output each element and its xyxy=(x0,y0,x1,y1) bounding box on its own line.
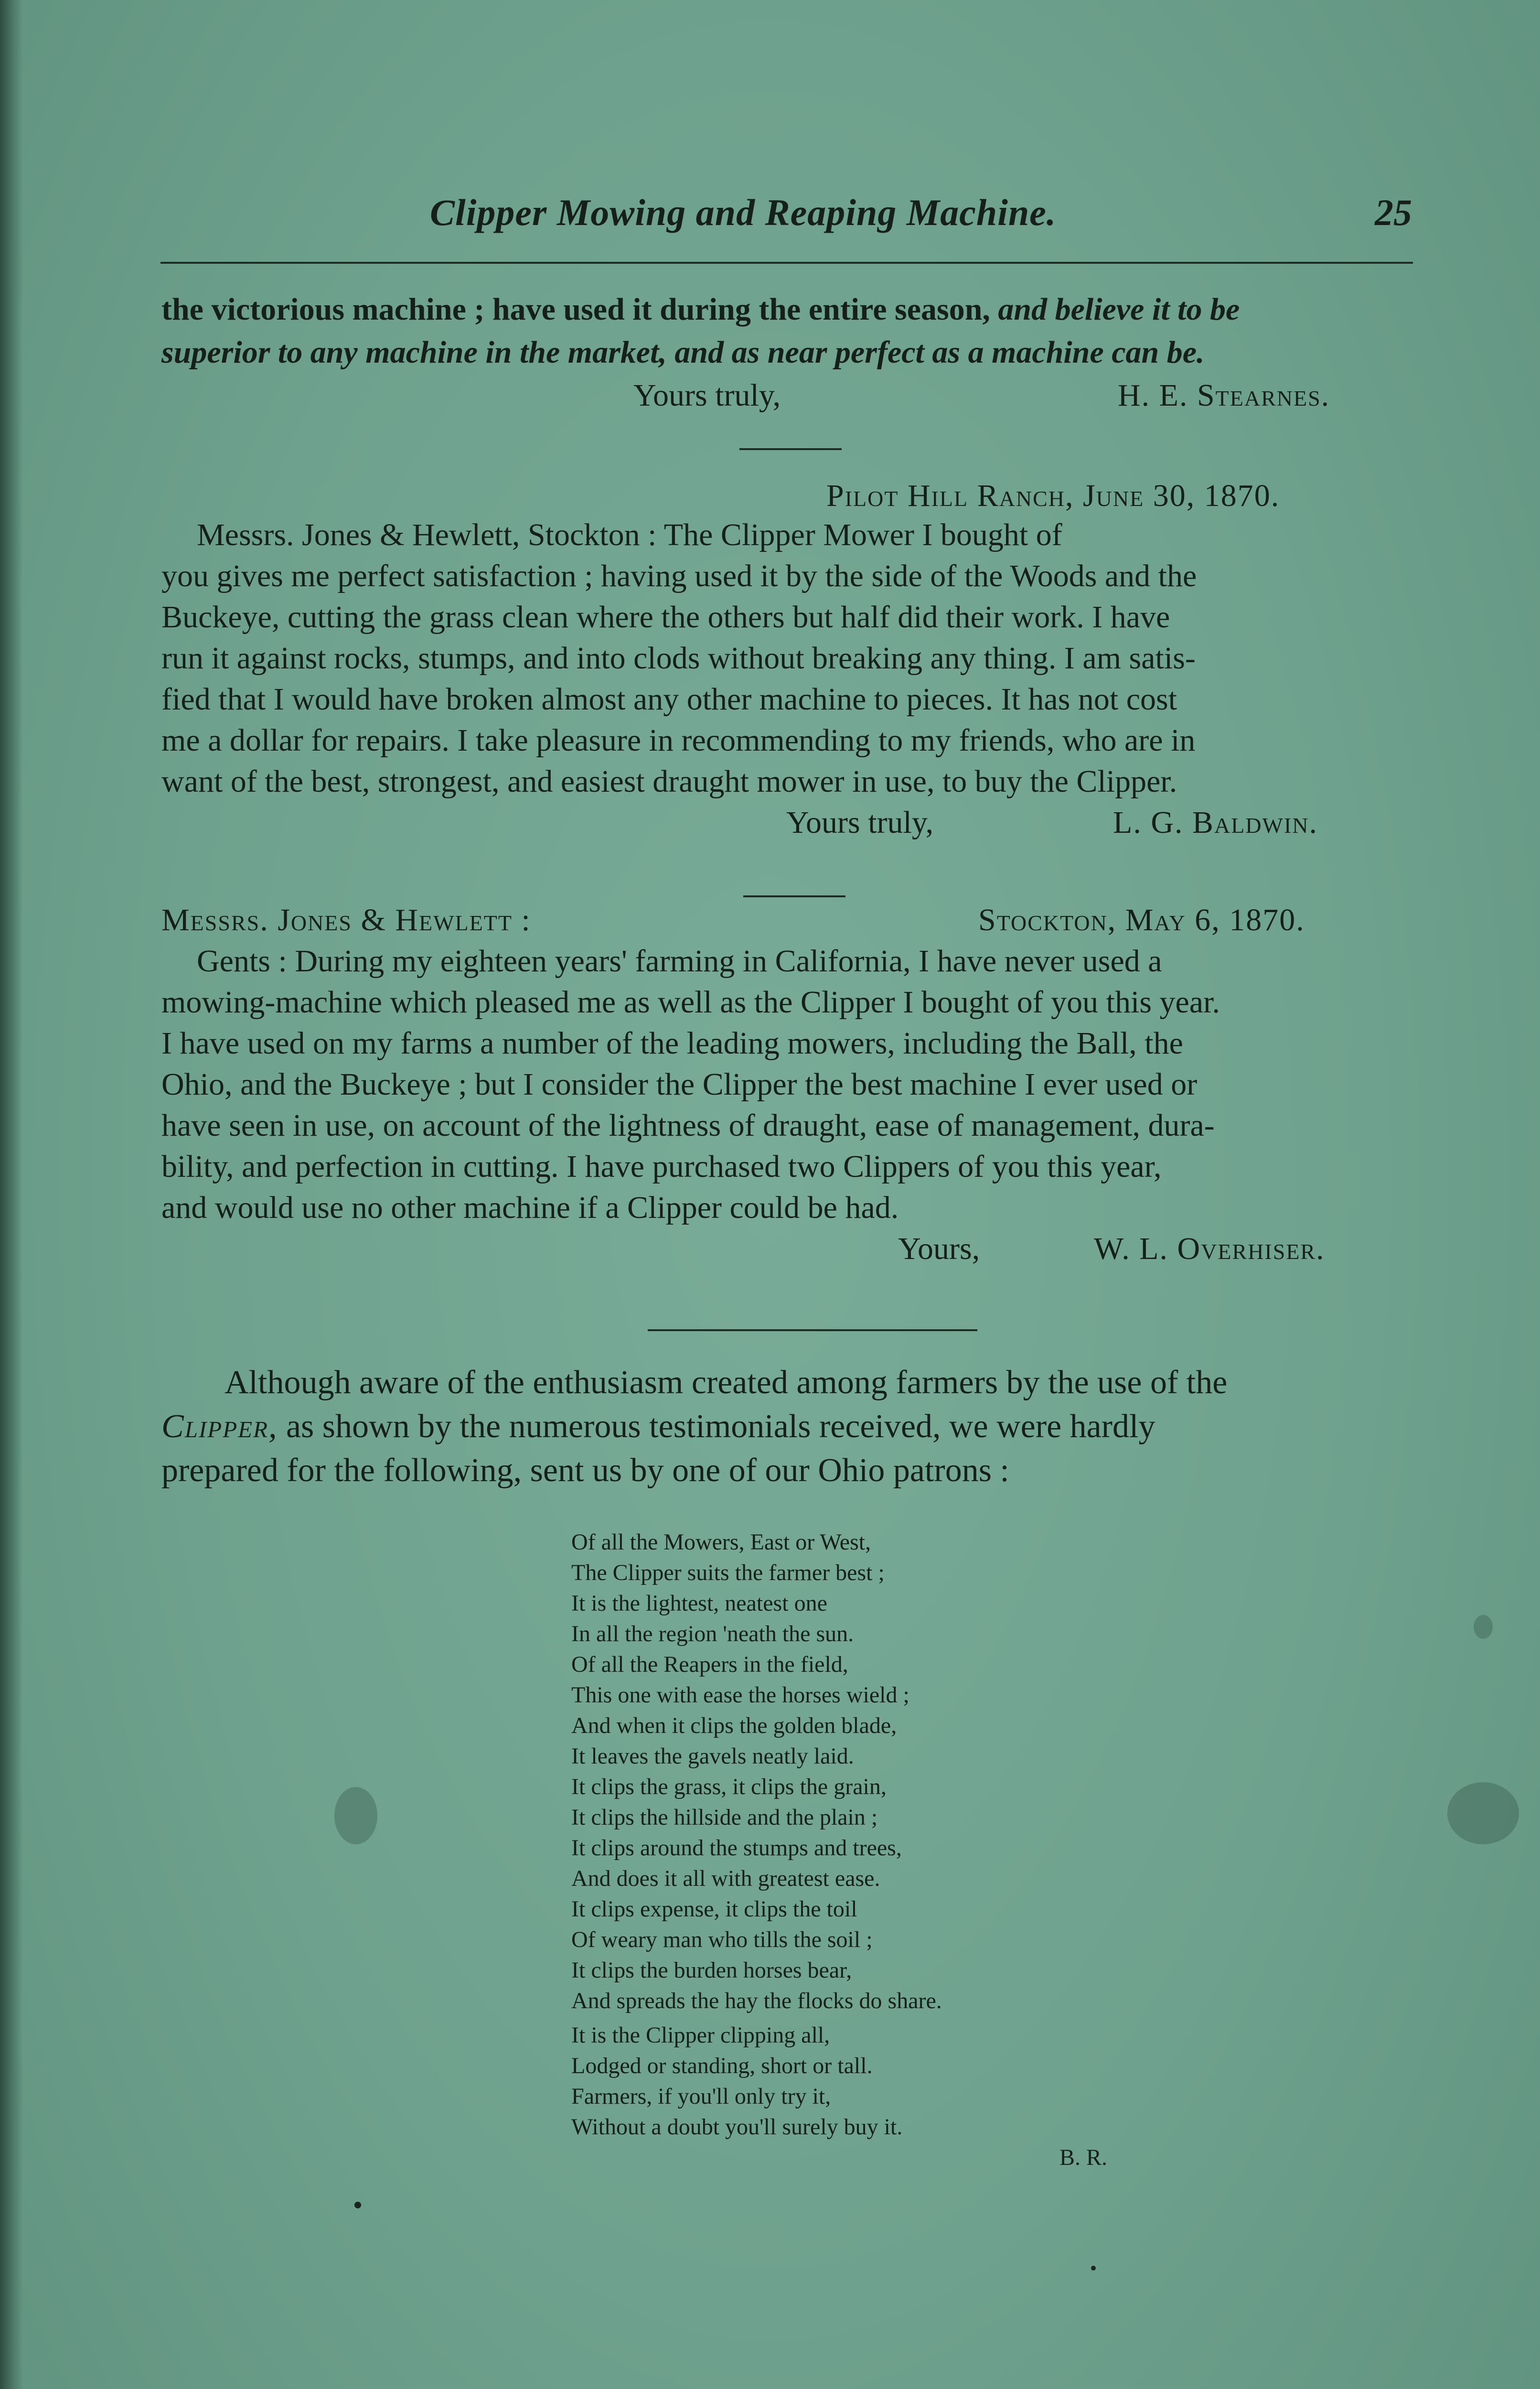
stearnes-line-1-italic: and believe it to be xyxy=(998,292,1240,327)
page-stain xyxy=(1474,1615,1493,1639)
poem-line: Of all the Reapers in the field, xyxy=(571,1652,848,1677)
baldwin-signature: L. G. Baldwin. xyxy=(1113,805,1318,840)
overhiser-closing: Yours, xyxy=(898,1231,980,1266)
baldwin-line: run it against rocks, stumps, and into clods without breaking any thing. I am satis- xyxy=(161,641,1196,676)
poem-line: This one with ease the horses wield ; xyxy=(571,1682,909,1708)
overhiser-line: bility, and perfection in cutting. I have purchased two Clippers of you this year, xyxy=(161,1149,1162,1184)
overhiser-line: have seen in use, on account of the lightness of draught, ease of management, dura- xyxy=(161,1108,1215,1143)
overhiser-line: mowing-machine which pleased me as well as the Clipper I bought of you this year. xyxy=(161,985,1220,1020)
page-spine-shadow xyxy=(0,0,23,2389)
poem-line: Without a doubt you'll surely buy it. xyxy=(571,2114,903,2140)
poem-line: It clips the burden horses bear, xyxy=(571,1958,852,1983)
section-divider xyxy=(743,895,845,897)
intro-line-3: prepared for the following, sent us by one of our Ohio patrons : xyxy=(161,1452,1009,1489)
baldwin-line: you gives me perfect satisfaction ; having used it by the side of the Woods and the xyxy=(161,559,1197,593)
poem-line: It clips the hillside and the plain ; xyxy=(571,1805,878,1830)
baldwin-place-date: Pilot Hill Ranch, June 30, 1870. xyxy=(826,478,1280,513)
stearnes-line-1-plain: the victorious machine ; have used it during the entire season, xyxy=(161,292,990,327)
intro-line-1: Although aware of the enthusiasm created among farmers by the use of the xyxy=(225,1364,1228,1401)
section-divider-long xyxy=(648,1329,977,1331)
stearnes-signature: H. E. Stearnes. xyxy=(1118,378,1330,413)
overhiser-line: Gents : During my eighteen years' farming in California, I have never used a xyxy=(197,944,1162,979)
page-number: 25 xyxy=(1375,192,1412,233)
poem-line: In all the region 'neath the sun. xyxy=(571,1621,854,1646)
stearnes-closing: Yours truly, xyxy=(633,378,781,413)
stearnes-line-2: superior to any machine in the market, and as near perfect as a machine can be. xyxy=(161,335,1205,370)
poem-line: It clips expense, it clips the toil xyxy=(571,1896,857,1922)
overhiser-signature: W. L. Overhiser. xyxy=(1094,1231,1325,1266)
baldwin-line: Buckeye, cutting the grass clean where the others but half did their work. I have xyxy=(161,600,1170,635)
section-divider xyxy=(739,448,842,450)
poem-line: And when it clips the golden blade, xyxy=(571,1713,897,1738)
poem-line: It clips the grass, it clips the grain, xyxy=(571,1774,887,1799)
overhiser-place-date: Stockton, May 6, 1870. xyxy=(978,903,1305,937)
overhiser-line: Ohio, and the Buckeye ; but I consider the Clipper the best machine I ever used or xyxy=(161,1067,1198,1102)
poem-line: Lodged or standing, short or tall. xyxy=(571,2053,873,2078)
baldwin-closing: Yours truly, xyxy=(786,805,934,840)
overhiser-line: I have used on my farms a number of the leading mowers, including the Ball, the xyxy=(161,1026,1183,1061)
poem-line: Of all the Mowers, East or West, xyxy=(571,1529,871,1555)
poem-line: It leaves the gavels neatly laid. xyxy=(571,1743,854,1769)
poem-line: Farmers, if you'll only try it, xyxy=(571,2084,831,2109)
ink-speck xyxy=(1091,2266,1096,2271)
ink-speck xyxy=(354,2202,361,2208)
overhiser-salutation: Messrs. Jones & Hewlett : xyxy=(161,903,531,937)
baldwin-line: fied that I would have broken almost any other machine to pieces. It has not cost xyxy=(161,682,1177,717)
poem-line: And spreads the hay the flocks do share. xyxy=(571,1988,942,2013)
page-stain xyxy=(334,1787,377,1844)
intro-line-2 xyxy=(161,1408,1155,1446)
baldwin-line: Messrs. Jones & Hewlett, Stockton : The Clipper Mower I bought of xyxy=(197,517,1062,552)
poem-line: The Clipper suits the farmer best ; xyxy=(571,1560,885,1585)
intro-clipper-italic: Clipper, xyxy=(161,1408,278,1445)
page-stain xyxy=(1447,1782,1519,1844)
poem-line: And does it all with greatest ease. xyxy=(571,1866,880,1891)
poem-line: It clips around the stumps and trees, xyxy=(571,1835,902,1861)
poem-line: It is the Clipper clipping all, xyxy=(571,2023,830,2048)
stearnes-line-1 xyxy=(161,291,1240,328)
baldwin-line: me a dollar for repairs. I take pleasure in recommending to my friends, who are in xyxy=(161,723,1196,758)
poem-initials: B. R. xyxy=(1059,2145,1108,2170)
overhiser-line: and would use no other machine if a Clipper could be had. xyxy=(161,1190,899,1225)
header-rule xyxy=(160,262,1413,264)
running-header-title: Clipper Mowing and Reaping Machine. xyxy=(430,192,1057,233)
intro-line-2-rest: as shown by the numerous testimonials received, we were hardly xyxy=(286,1408,1155,1445)
poem-line: Of weary man who tills the soil ; xyxy=(571,1927,873,1952)
poem-line: It is the lightest, neatest one xyxy=(571,1591,827,1616)
baldwin-line: want of the best, strongest, and easiest draught mower in use, to buy the Clipper. xyxy=(161,764,1177,799)
